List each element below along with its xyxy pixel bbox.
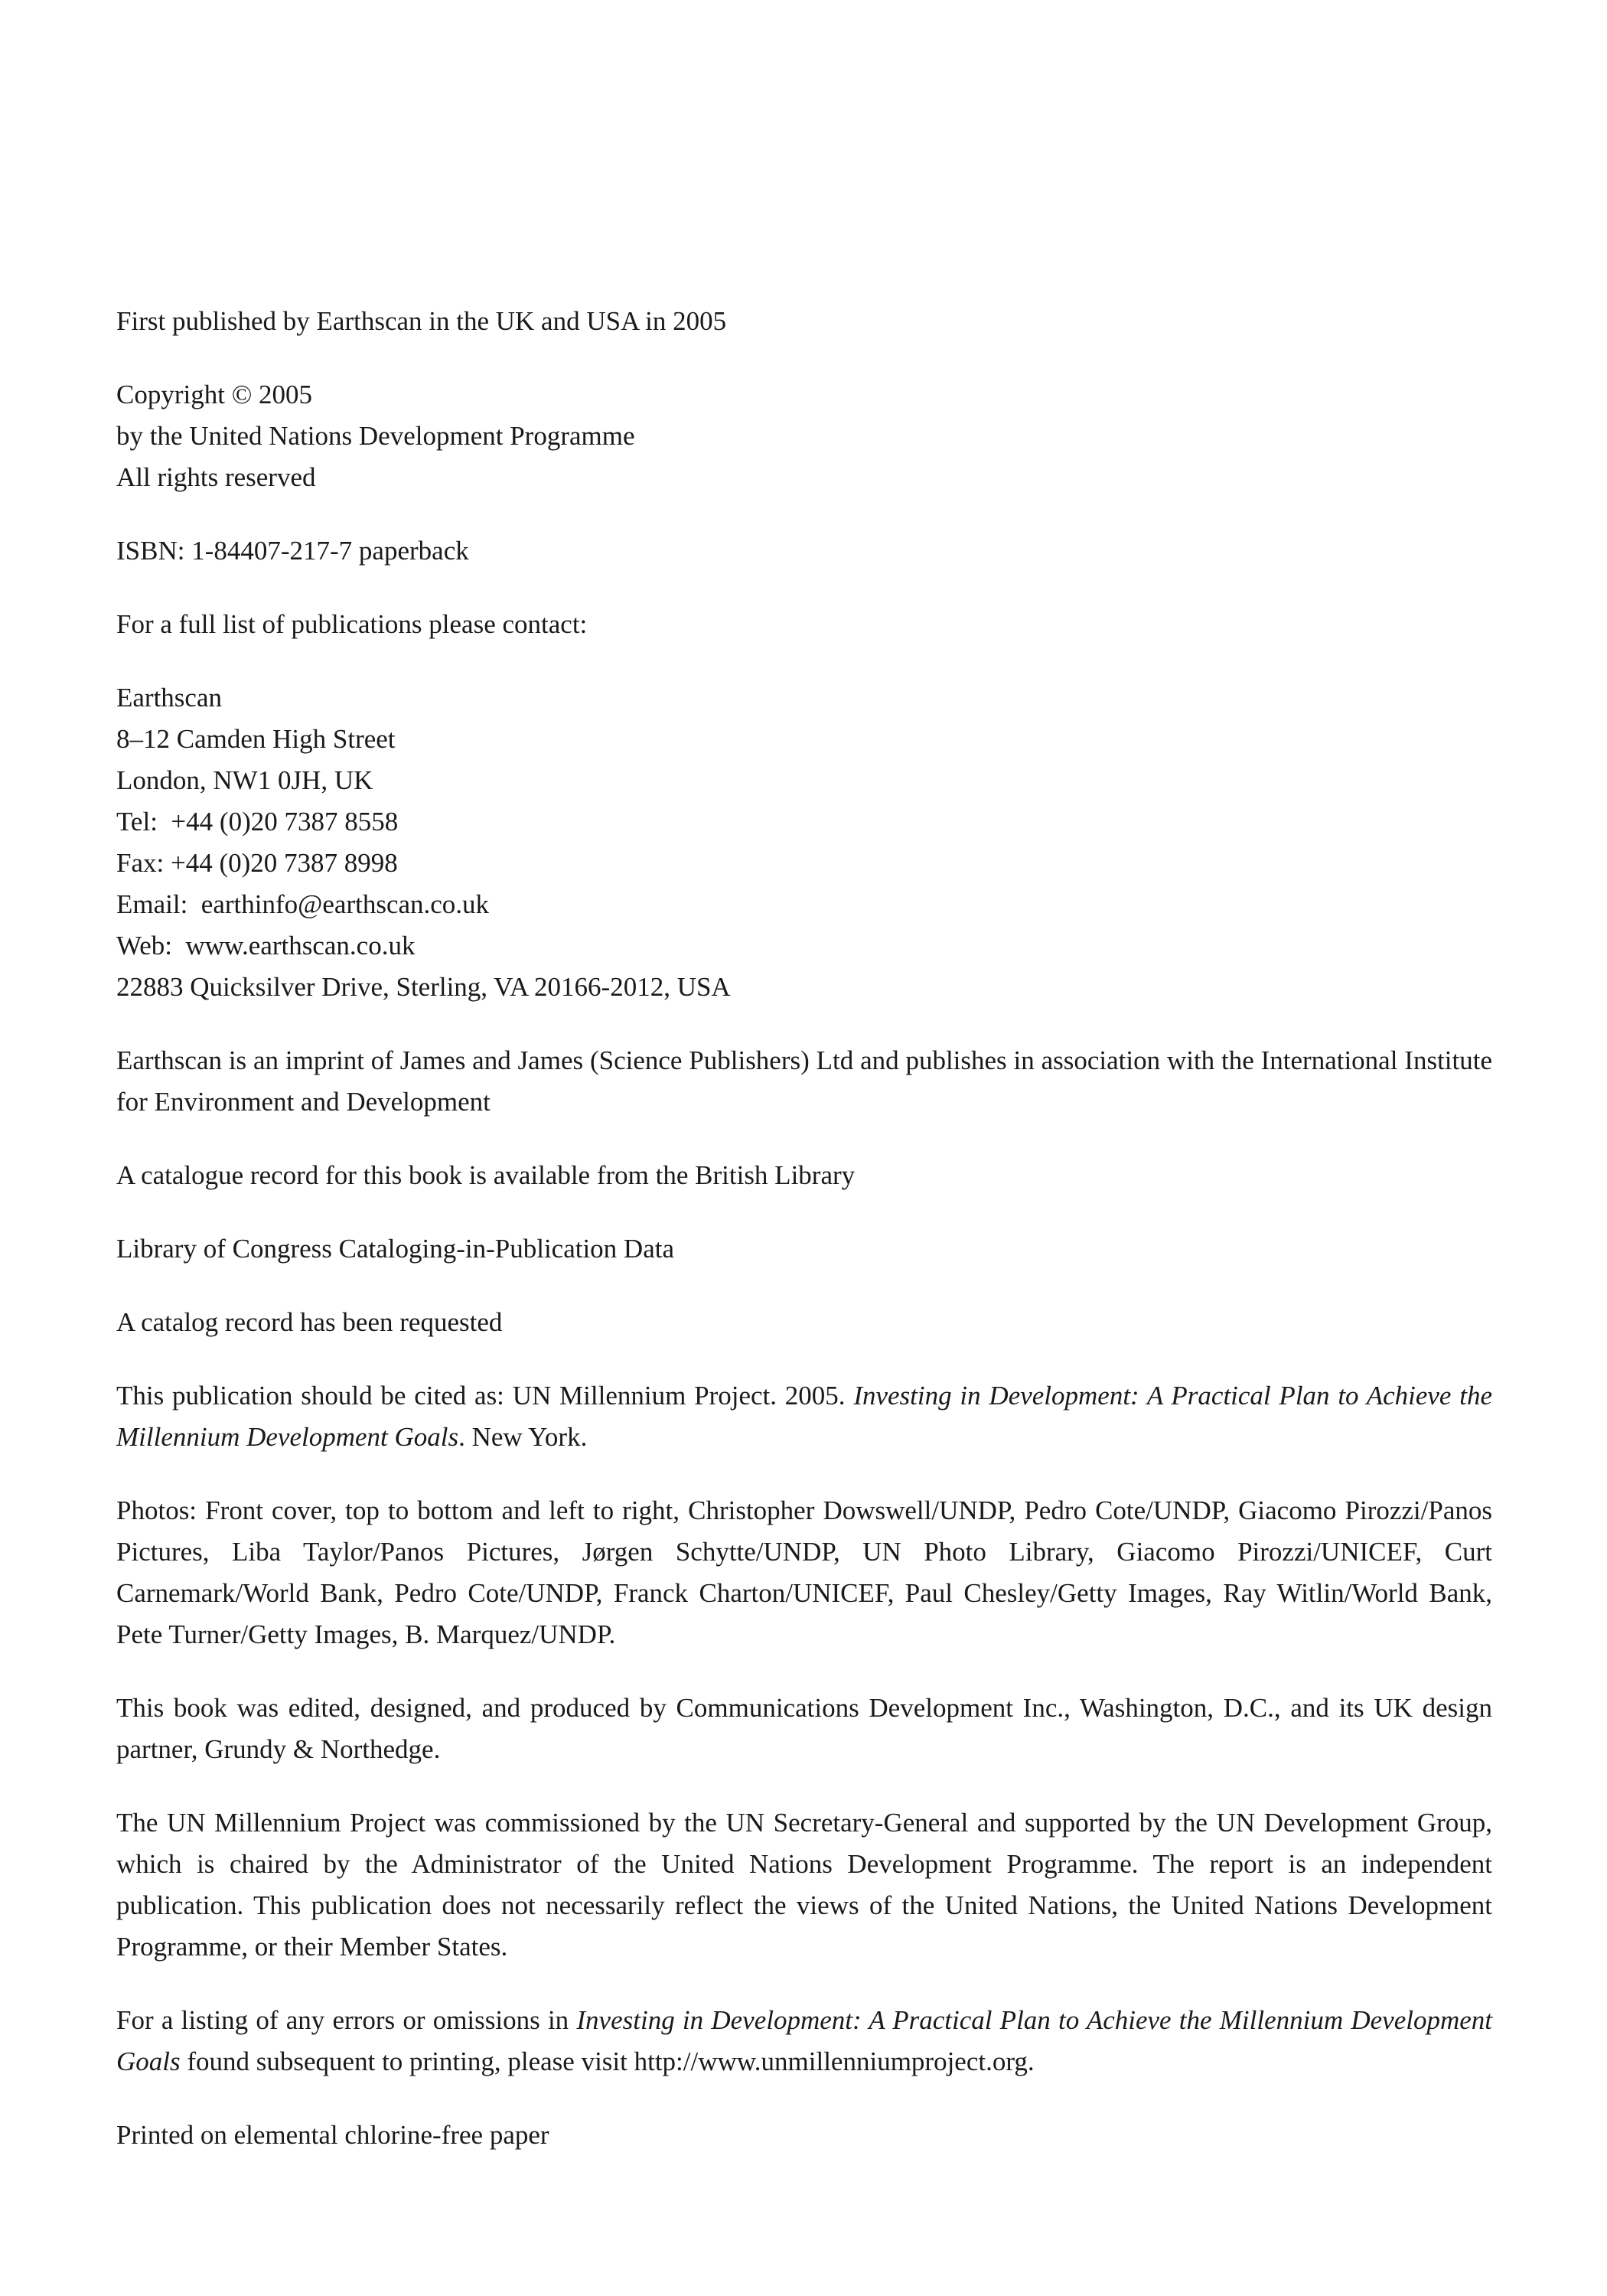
publisher-street: 8–12 Camden High Street	[116, 724, 396, 754]
rights-reserved: All rights reserved	[116, 462, 316, 492]
errata-title: Investing in Development: A Practical Plan to Achieve the Millennium Development Goals	[116, 2005, 1492, 2076]
catalogue-record: A catalogue record for this book is available from the British Library	[116, 1160, 856, 1190]
first-published-text: First published by Earthscan in the UK and USA in 2005	[116, 306, 727, 336]
citation-prefix: This publication should be cited as: UN Millennium Project. 2005.	[116, 1381, 854, 1411]
errata-note	[116, 2000, 1492, 2082]
publisher-tel: Tel: +44 (0)20 7387 8558	[116, 807, 399, 837]
imprint-note: Earthscan is an imprint of James and James (Science Publishers) Ltd and publishes in association with the International Institute for Environment and Development	[116, 1045, 1492, 1117]
publisher-usa-address: 22883 Quicksilver Drive, Sterling, VA 20166-2012, USA	[116, 972, 731, 1002]
errata-suffix: found subsequent to printing, please visit http://www.unmillenniumproject.org.	[180, 2047, 1035, 2076]
first-published	[116, 301, 1492, 342]
catalog-requested: A catalog record has been requested	[116, 1307, 503, 1337]
errata-prefix: For a listing of any errors or omissions in	[116, 2005, 577, 2035]
production-credits: This book was edited, designed, and produced by Communications Development Inc., Washington, D.C., and its UK design partner, Grundy & Northedge.	[116, 1693, 1492, 1764]
commission-note: The UN Millennium Project was commissioned by the UN Secretary-General and supported by the UN Development Group, which is chaired by the Administrator of the United Nations Development Programme. The report is an independent publication. This publication does not necessarily reflect the views of the United Nations, the United Nations Development Programme, or their Member States.	[116, 1808, 1492, 1962]
citation	[116, 1375, 1492, 1458]
isbn-text: ISBN: 1-84407-217-7 paperback	[116, 536, 469, 566]
citation-title: Investing in Development: A Practical Plan to Achieve the Millennium Development Goals	[116, 1381, 1492, 1452]
publisher-fax: Fax: +44 (0)20 7387 8998	[116, 848, 398, 878]
isbn	[116, 530, 1492, 572]
contact-intro-text: For a full list of publications please contact:	[116, 609, 588, 639]
copyright-line: Copyright © 2005	[116, 380, 313, 409]
publisher-address	[116, 677, 1492, 1008]
contact-intro	[116, 604, 1492, 645]
loc-data: Library of Congress Cataloging-in-Publication Data	[116, 1234, 675, 1264]
paper-note: Printed on elemental chlorine-free paper	[116, 2120, 549, 2150]
publisher-email: Email: earthinfo@earthscan.co.uk	[116, 889, 490, 919]
copyright-page	[116, 301, 1492, 2188]
photo-credits: Photos: Front cover, top to bottom and left to right, Christopher Dowswell/UNDP, Pedro Cote/UNDP, Giacomo Pirozzi/Panos Pictures, Liba Taylor/Panos Pictures, Jørgen Schytte/UNDP, UN Photo Library, Giacomo Pirozzi/UNICEF, Curt Carnemark/World Bank, Pedro Cote/UNDP, Franck Charton/UNICEF, Paul Chesley/Getty Images, Ray Witlin/World Bank, Pete Turner/Getty Images, B. Marquez/UNDP.	[116, 1495, 1492, 1649]
copyright-holder: by the United Nations Development Programme	[116, 421, 635, 451]
publisher-web: Web: www.earthscan.co.uk	[116, 931, 416, 960]
publisher-city: London, NW1 0JH, UK	[116, 765, 373, 795]
citation-suffix: . New York.	[458, 1422, 588, 1452]
copyright-block	[116, 374, 1492, 498]
publisher-name: Earthscan	[116, 683, 222, 713]
